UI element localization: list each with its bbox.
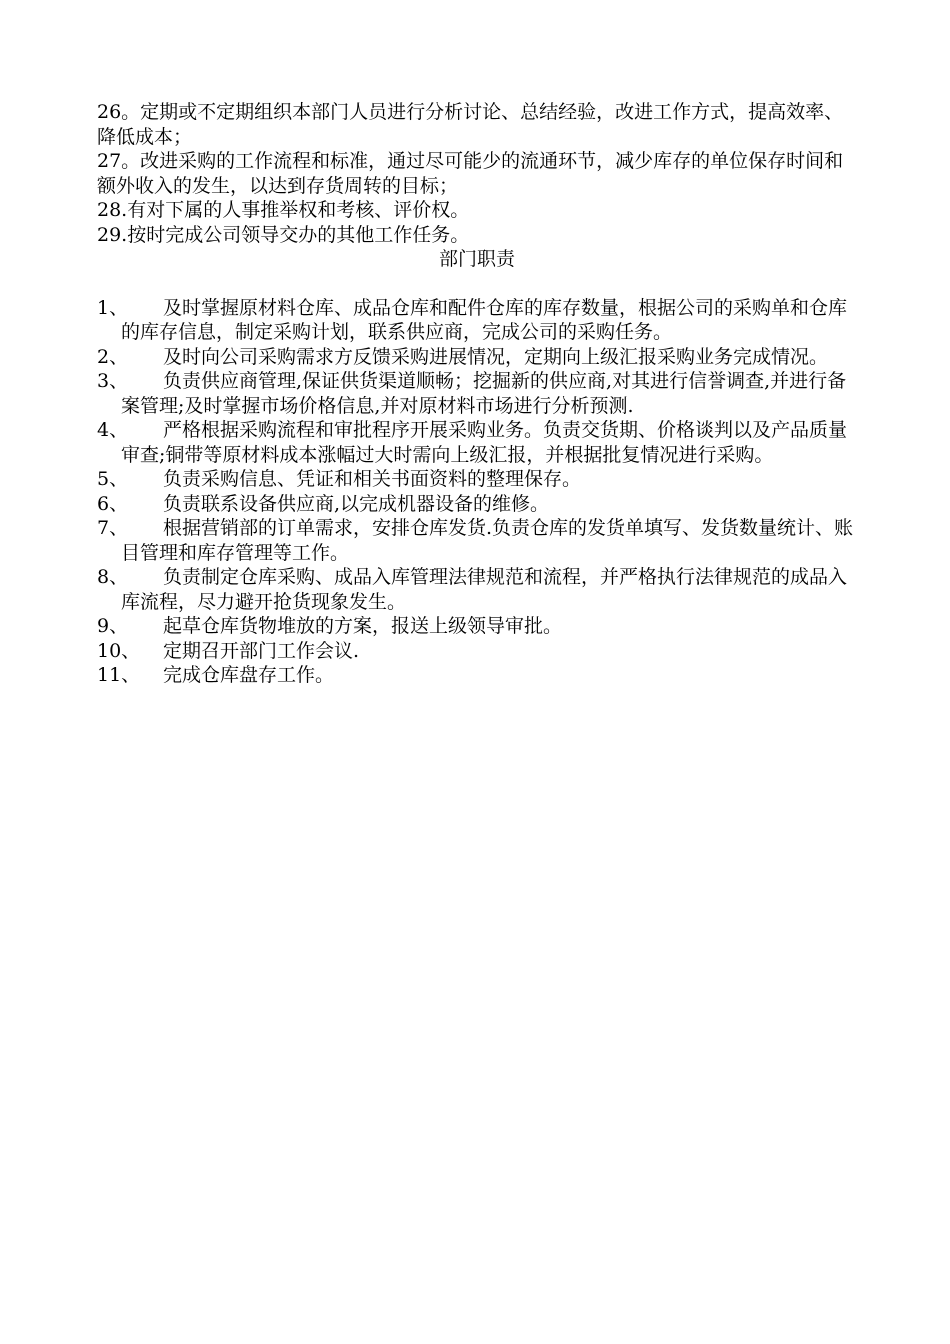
item-text: 负责供应商管理,保证供货渠道顺畅；挖掘新的供应商,对其进行信誉调查,并进行备案管理;及时掌握市场价格信息,并对原材料市场进行分析预测. [121, 370, 847, 417]
item-number: 9、 [97, 615, 129, 637]
paragraph-26: 26。定期或不定期组织本部门人员进行分析讨论、总结经验，改进工作方式，提高效率、降低成本； [97, 101, 844, 148]
duties-list [97, 296, 857, 688]
item-number: 11、 [97, 664, 141, 686]
item-text: 及时向公司采购需求方反馈采购进展情况，定期向上级汇报采购业务完成情况。 [163, 345, 829, 368]
item-text: 完成仓库盘存工作。 [163, 664, 335, 686]
list-item [97, 663, 857, 688]
item-text: 及时掌握原材料仓库、成品仓库和配件仓库的库存数量，根据公司的采购单和仓库的库存信息，制定采购计划，联系供应商，完成公司的采购任务。 [121, 296, 848, 343]
list-item [97, 614, 857, 639]
item-text: 负责制定仓库采购、成品入库管理法律规范和流程，并严格执行法律规范的成品入库流程，尽力避开抢货现象发生。 [121, 566, 848, 613]
paragraph-28: 28.有对下属的人事推举权和考核、评价权。 [97, 199, 470, 221]
list-item [97, 467, 857, 492]
item-number: 7、 [97, 517, 129, 539]
item-text: 定期召开部门工作会议. [163, 639, 360, 662]
item-text: 起草仓库货物堆放的方案，报送上级领导审批。 [163, 615, 563, 637]
paragraph-27: 27。改进采购的工作流程和标准，通过尽可能少的流通环节，减少库存的单位保存时间和额外收入的发生，以达到存货周转的目标； [97, 150, 844, 197]
item-number: 3、 [97, 370, 129, 392]
list-item [97, 418, 857, 467]
list-item [97, 639, 857, 664]
item-number: 5、 [97, 468, 129, 490]
item-number: 2、 [97, 345, 129, 368]
list-item [97, 369, 857, 418]
item-number: 4、 [97, 419, 129, 441]
item-number: 8、 [97, 566, 129, 588]
list-item [97, 516, 857, 565]
item-number: 6、 [97, 492, 129, 515]
item-number: 1、 [97, 296, 129, 319]
item-text: 负责采购信息、凭证和相关书面资料的整理保存。 [163, 468, 582, 490]
section-heading: 部门职责 [438, 248, 515, 270]
paragraph-29: 29.按时完成公司领导交办的其他工作任务。 [97, 223, 470, 246]
document-page [97, 100, 857, 688]
item-number: 10、 [97, 639, 141, 662]
item-text: 严格根据采购流程和审批程序开展采购业务。负责交货期、价格谈判以及产品质量审查;铜带等原材料成本涨幅过大时需向上级汇报，并根据批复情况进行采购。 [121, 419, 848, 466]
list-item [97, 296, 857, 345]
item-text: 根据营销部的订单需求，安排仓库发货.负责仓库的发货单填写、发货数量统计、账目管理和库存管理等工作。 [121, 517, 854, 564]
list-item [97, 492, 857, 517]
item-text: 负责联系设备供应商,以完成机器设备的维修。 [163, 492, 550, 515]
list-item [97, 345, 857, 370]
list-item [97, 565, 857, 614]
